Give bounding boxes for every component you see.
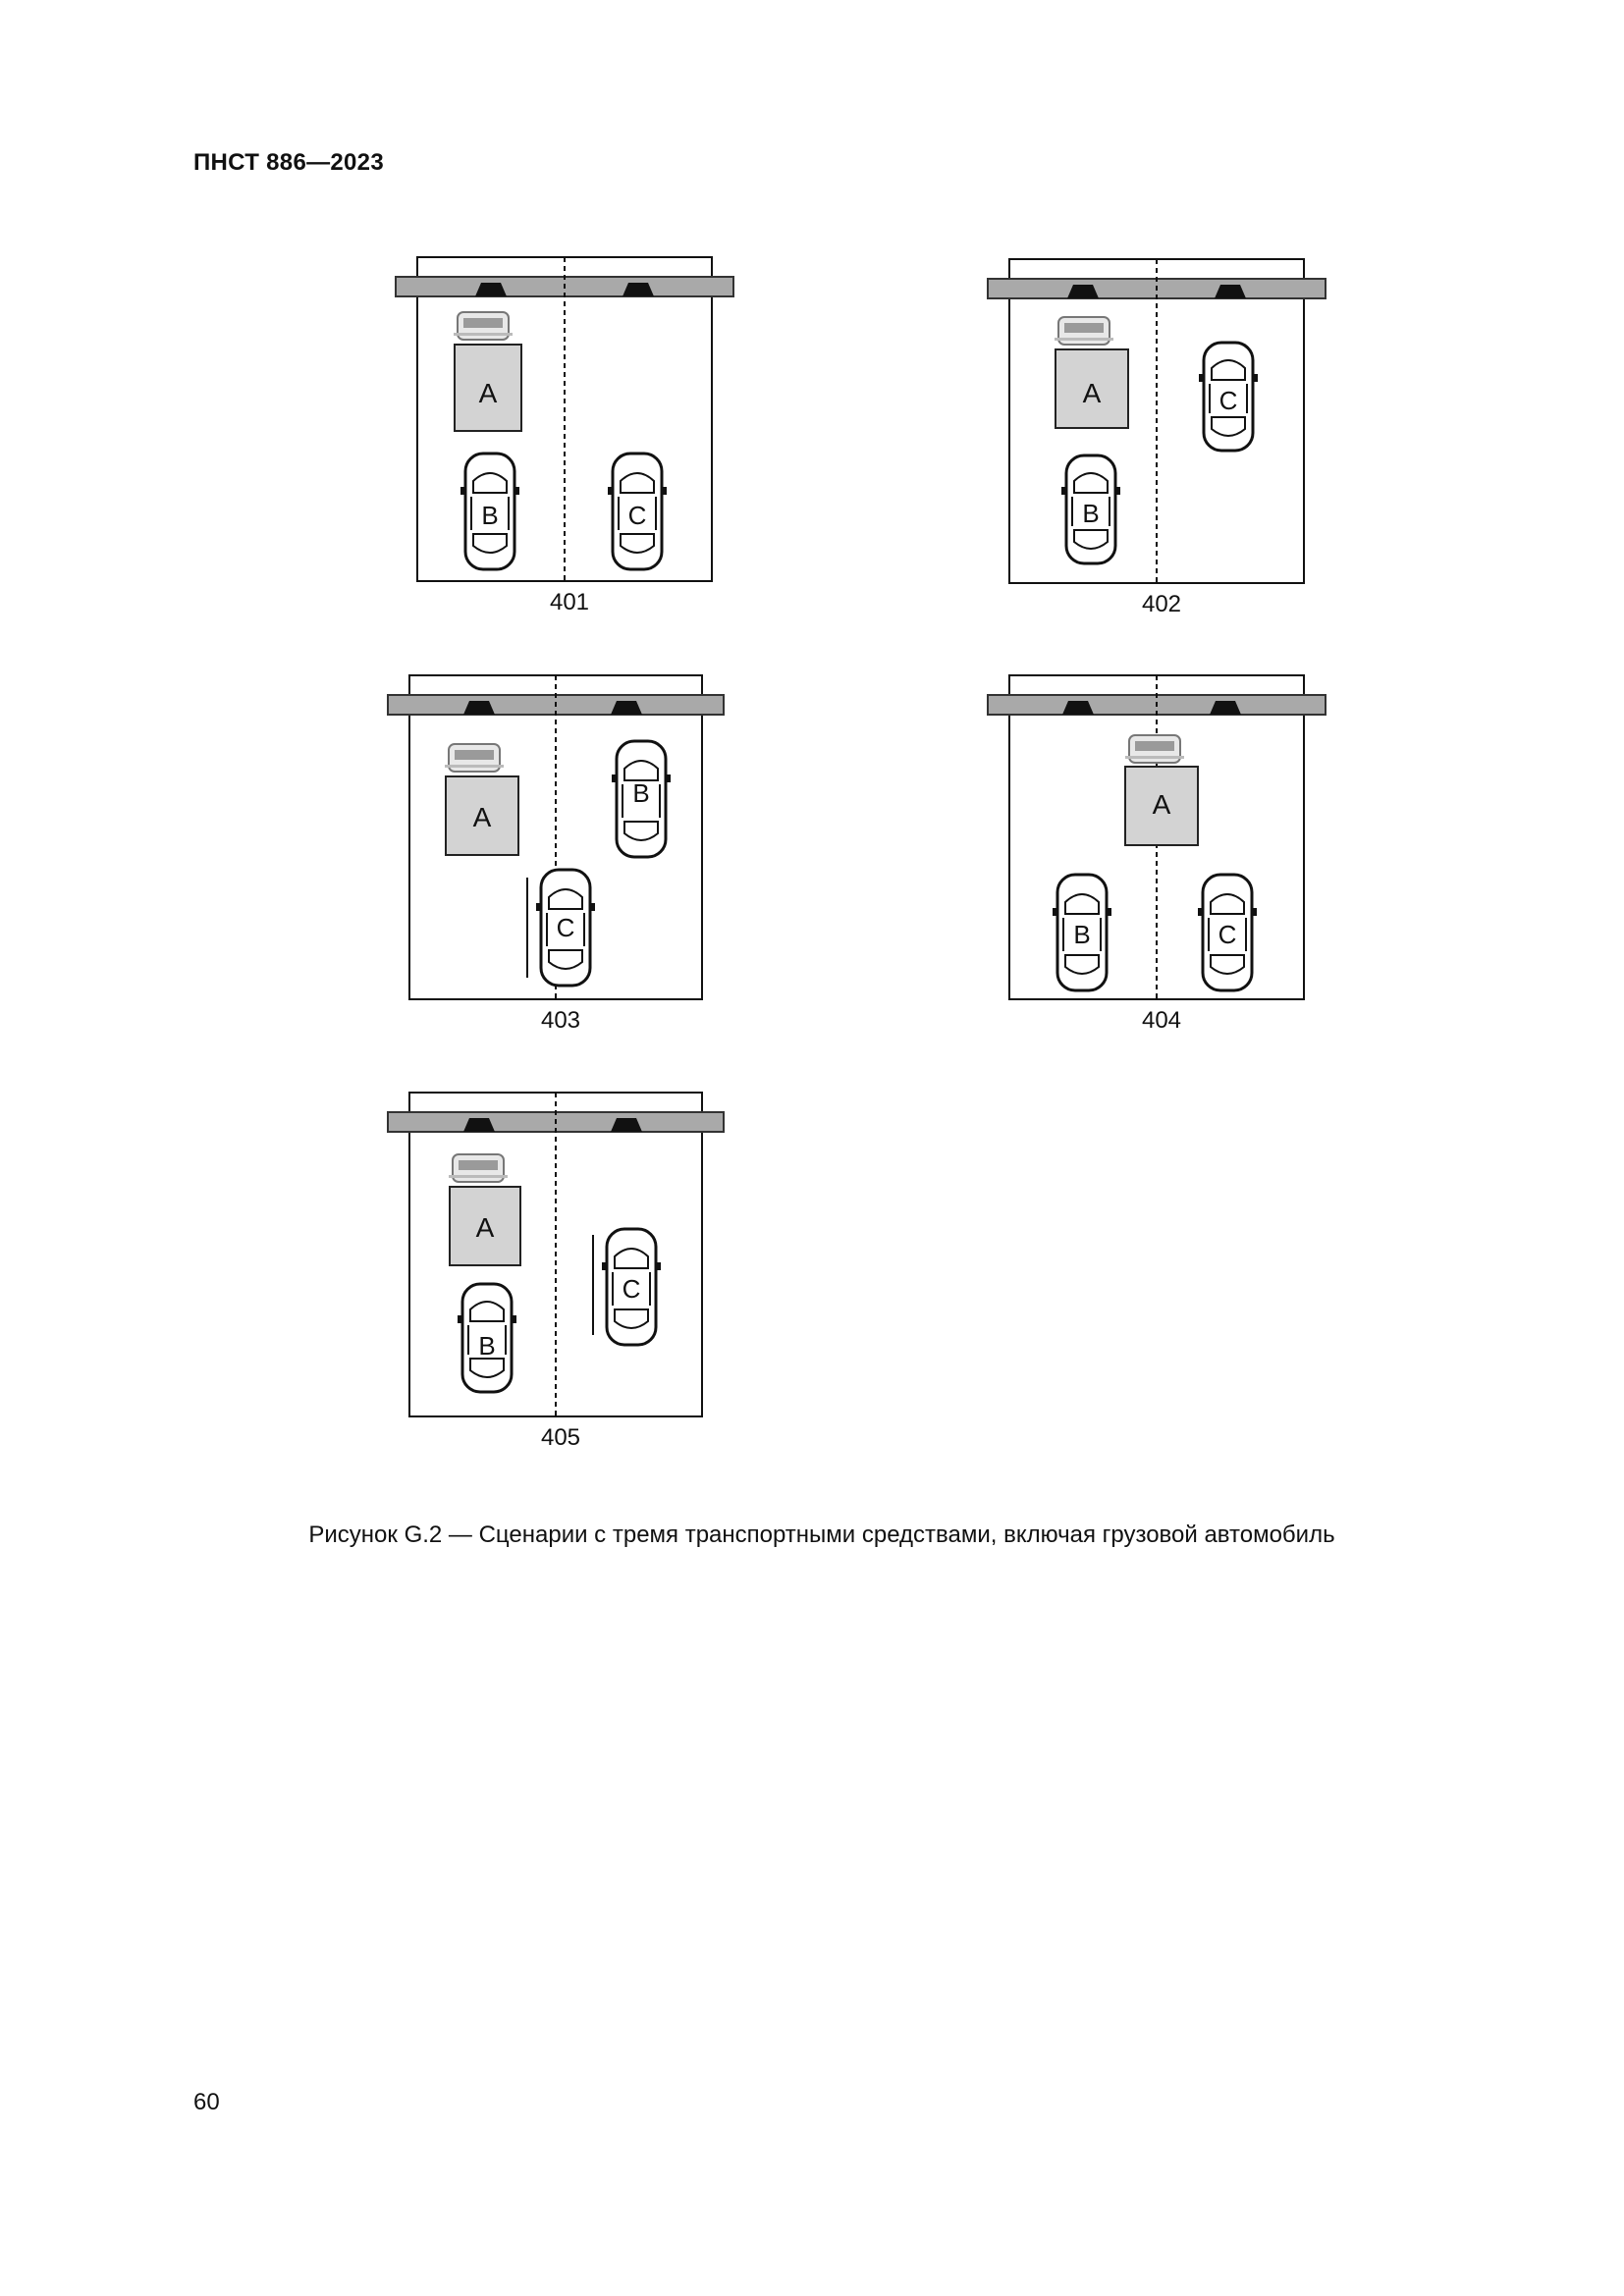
car-b	[460, 454, 519, 569]
scenario-label: 402	[1141, 591, 1182, 617]
vehicle-letter: C	[556, 913, 575, 942]
vehicle-letter: C	[1218, 920, 1237, 949]
page-number: 60	[193, 2089, 220, 2115]
scenario-label: 403	[540, 1007, 581, 1034]
scenario-label: 404	[1141, 1007, 1182, 1034]
car-b	[458, 1284, 516, 1392]
vehicle-letter: A	[472, 802, 492, 832]
car-b	[1053, 875, 1111, 990]
vehicle-letter: C	[622, 1274, 641, 1304]
scenario-401-diagram	[393, 250, 746, 584]
vehicle-letter: A	[1152, 789, 1171, 820]
vehicle-letter: B	[481, 501, 499, 530]
car-b	[612, 741, 671, 857]
car-c	[1199, 343, 1258, 451]
vehicle-letter: C	[627, 501, 647, 530]
scenario-404-diagram	[985, 668, 1338, 1002]
car-c	[608, 454, 667, 569]
vehicle-letter: A	[475, 1212, 495, 1243]
document-header: ПНСТ 886—2023	[193, 149, 384, 176]
vehicle-letter: A	[1082, 378, 1102, 408]
vehicle-letter: A	[478, 378, 498, 408]
car-c	[1198, 875, 1257, 990]
scenario-402	[985, 252, 1338, 625]
scenario-404	[985, 668, 1338, 1041]
scenario-405-diagram	[384, 1086, 737, 1419]
scenario-402-diagram	[985, 252, 1338, 586]
figure-caption: Рисунок G.2 — Сценарии с тремя транспортными средствами, включая грузовой автомобиль	[308, 1522, 1335, 1548]
scenario-405	[384, 1086, 737, 1459]
car-b	[1061, 455, 1120, 563]
scenario-401	[393, 250, 746, 623]
scenario-403-diagram	[384, 668, 737, 1002]
vehicle-letter: B	[478, 1331, 496, 1361]
vehicle-letter: B	[632, 778, 650, 808]
vehicle-letter: B	[1082, 499, 1100, 528]
car-c	[536, 870, 595, 986]
scenario-label: 401	[549, 589, 590, 615]
vehicle-letter: C	[1218, 386, 1238, 415]
vehicle-letter: B	[1073, 920, 1091, 949]
car-c	[602, 1229, 661, 1345]
scenario-label: 405	[540, 1424, 581, 1451]
scenario-403	[384, 668, 737, 1041]
